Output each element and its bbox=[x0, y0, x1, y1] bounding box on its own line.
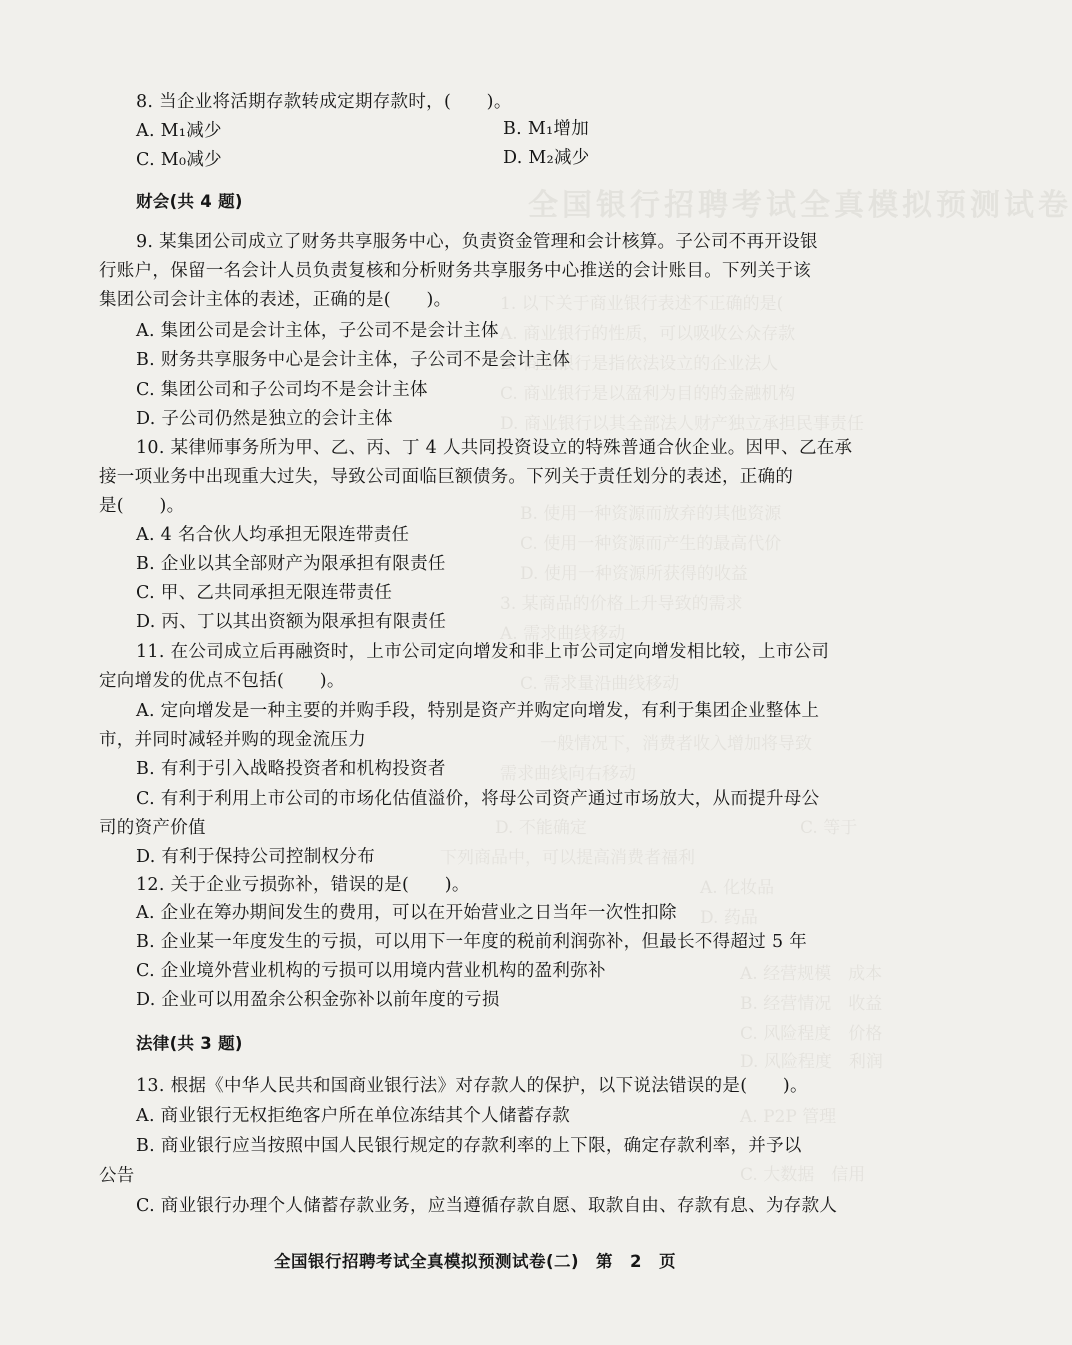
question-9-option-a: A. 集团公司是会计主体，子公司不是会计主体 bbox=[136, 321, 499, 341]
question-13-option-c: C. 商业银行办理个人储蓄存款业务，应当遵循存款自愿、取款自由、存款有息、为存款人 bbox=[136, 1196, 838, 1216]
bleed-through-line: 1. 以下关于商业银行表述不正确的是( bbox=[500, 294, 784, 314]
question-9-stem: 集团公司会计主体的表述，正确的是( )。 bbox=[99, 290, 452, 310]
bleed-through-line: B. 经营情况 收益 bbox=[740, 994, 883, 1014]
question-12-option-a: A. 企业在筹办期间发生的费用，可以在开始营业之日当年一次性扣除 bbox=[136, 903, 677, 923]
question-9-stem: 9. 某集团公司成立了财务共享服务中心，负责资金管理和会计核算。子公司不再开设银 bbox=[136, 232, 818, 252]
question-10-option-b: B. 企业以其全部财产为限承担有限责任 bbox=[136, 554, 446, 574]
question-8-stem: 8. 当企业将活期存款转成定期存款时，( )。 bbox=[136, 92, 512, 112]
page-footer: 全国银行招聘考试全真模拟预测试卷(二) 第 2 页 bbox=[273, 1252, 677, 1271]
question-11-stem: 11. 在公司成立后再融资时，上市公司定向增发和非上市公司定向增发相比较，上市公司 bbox=[136, 642, 830, 662]
question-10-option-a: A. 4 名合伙人均承担无限连带责任 bbox=[136, 525, 410, 545]
question-11-option-a: 市，并同时减轻并购的现金流压力 bbox=[99, 730, 366, 750]
section-heading-accounting: 财会(共 4 题) bbox=[136, 192, 243, 211]
bleed-through-line: C. 使用一种资源而产生的最高代价 bbox=[520, 534, 782, 554]
bleed-through-line: C. 需求量沿曲线移动 bbox=[520, 674, 680, 694]
question-10-option-c: C. 甲、乙共同承担无限连带责任 bbox=[136, 583, 393, 603]
bleed-through-line: C. 等于 bbox=[800, 818, 858, 838]
bleed-through-line: A. 商业银行的性质，可以吸收公众存款 bbox=[500, 324, 796, 344]
section-heading-law: 法律(共 3 题) bbox=[136, 1034, 243, 1053]
question-12-option-d: D. 企业可以用盈余公积金弥补以前年度的亏损 bbox=[136, 990, 500, 1010]
bleed-through-line: A. 经营规模 成本 bbox=[740, 964, 883, 984]
bleed-through-line: D. 不能确定 bbox=[495, 818, 587, 838]
question-11-option-b: B. 有利于引入战略投资者和机构投资者 bbox=[136, 759, 446, 779]
question-10-option-d: D. 丙、丁以其出资额为限承担有限责任 bbox=[136, 612, 447, 632]
question-9-stem: 行账户，保留一名会计人员负责复核和分析财务共享服务中心推送的会计账目。下列关于该 bbox=[99, 261, 811, 281]
bleed-through-line: A. P2P 管理 bbox=[740, 1107, 837, 1127]
question-8-option-b: B. M₁增加 bbox=[503, 119, 590, 139]
question-10-stem: 10. 某律师事务所为甲、乙、丙、丁 4 人共同投资设立的特殊普通合伙企业。因甲、乙在承 bbox=[136, 438, 853, 458]
bleed-through-line: 一般情况下，消费者收入增加将导致 bbox=[540, 734, 812, 754]
bleed-through-line: C. 风险程度 价格 bbox=[740, 1024, 883, 1044]
question-12-option-b: B. 企业某一年度发生的亏损，可以用下一年度的税前利润弥补，但最长不得超过 5 年 bbox=[136, 932, 808, 952]
bleed-through-title: 全国银行招聘考试全真模拟预测试卷 bbox=[528, 188, 1072, 223]
bleed-through-line: A. 化妆品 bbox=[700, 878, 775, 898]
question-11-option-a: A. 定向增发是一种主要的并购手段，特别是资产并购定向增发，有利于集团企业整体上 bbox=[136, 701, 820, 721]
bleed-through-line: D. 使用一种资源所获得的收益 bbox=[520, 564, 748, 584]
question-11-option-d: D. 有利于保持公司控制权分布 bbox=[136, 847, 376, 867]
question-13-option-a: A. 商业银行无权拒绝客户所在单位冻结其个人储蓄存款 bbox=[136, 1106, 571, 1126]
bleed-through-line: B. 使用一种资源而放弃的其他资源 bbox=[520, 504, 782, 524]
bleed-through-line: 需求曲线向右移动 bbox=[500, 764, 636, 784]
question-11-option-c: 司的资产价值 bbox=[99, 818, 206, 838]
bleed-through-line: B. 商业银行是指依法设立的企业法人 bbox=[500, 354, 779, 374]
bleed-through-line: D. 商业银行以其全部法人财产独立承担民事责任 bbox=[500, 414, 864, 434]
question-8-option-d: D. M₂减少 bbox=[503, 148, 590, 168]
bleed-through-line: A. 需求曲线移动 bbox=[500, 624, 626, 644]
bleed-through-line: D. 药品 bbox=[700, 908, 758, 928]
question-11-option-c: C. 有利于利用上市公司的市场化估值溢价，将母公司资产通过市场放大，从而提升母公 bbox=[136, 789, 820, 809]
question-12-option-c: C. 企业境外营业机构的亏损可以用境内营业机构的盈利弥补 bbox=[136, 961, 606, 981]
question-10-stem: 接一项业务中出现重大过失，导致公司面临巨额债务。下列关于责任划分的表述，正确的 bbox=[99, 467, 794, 487]
bleed-through-line: C. 商业银行是以盈利为目的的金融机构 bbox=[500, 384, 796, 404]
question-8-option-a: A. M₁减少 bbox=[136, 121, 222, 141]
bleed-through-line: C. 大数据 信用 bbox=[740, 1165, 866, 1185]
bleed-through-line: D. 风险程度 利润 bbox=[740, 1052, 883, 1072]
question-10-stem: 是( )。 bbox=[99, 496, 185, 516]
question-9-option-b: B. 财务共享服务中心是会计主体，子公司不是会计主体 bbox=[136, 350, 571, 370]
question-9-option-d: D. 子公司仍然是独立的会计主体 bbox=[136, 409, 393, 429]
question-11-stem: 定向增发的优点不包括( )。 bbox=[99, 671, 345, 691]
bleed-through-line: 下列商品中，可以提高消费者福利 bbox=[440, 848, 695, 868]
bleed-through-line: 3. 某商品的价格上升导致的需求 bbox=[500, 594, 743, 614]
question-9-option-c: C. 集团公司和子公司均不是会计主体 bbox=[136, 380, 428, 400]
question-8-option-c: C. M₀减少 bbox=[136, 150, 222, 170]
question-12-stem: 12. 关于企业亏损弥补，错误的是( )。 bbox=[136, 875, 470, 895]
question-13-stem: 13. 根据《中华人民共和国商业银行法》对存款人的保护，以下说法错误的是( )。 bbox=[136, 1076, 808, 1096]
question-13-option-b: 公告 bbox=[99, 1166, 135, 1186]
question-13-option-b: B. 商业银行应当按照中国人民银行规定的存款利率的上下限，确定存款利率，并予以 bbox=[136, 1136, 802, 1156]
